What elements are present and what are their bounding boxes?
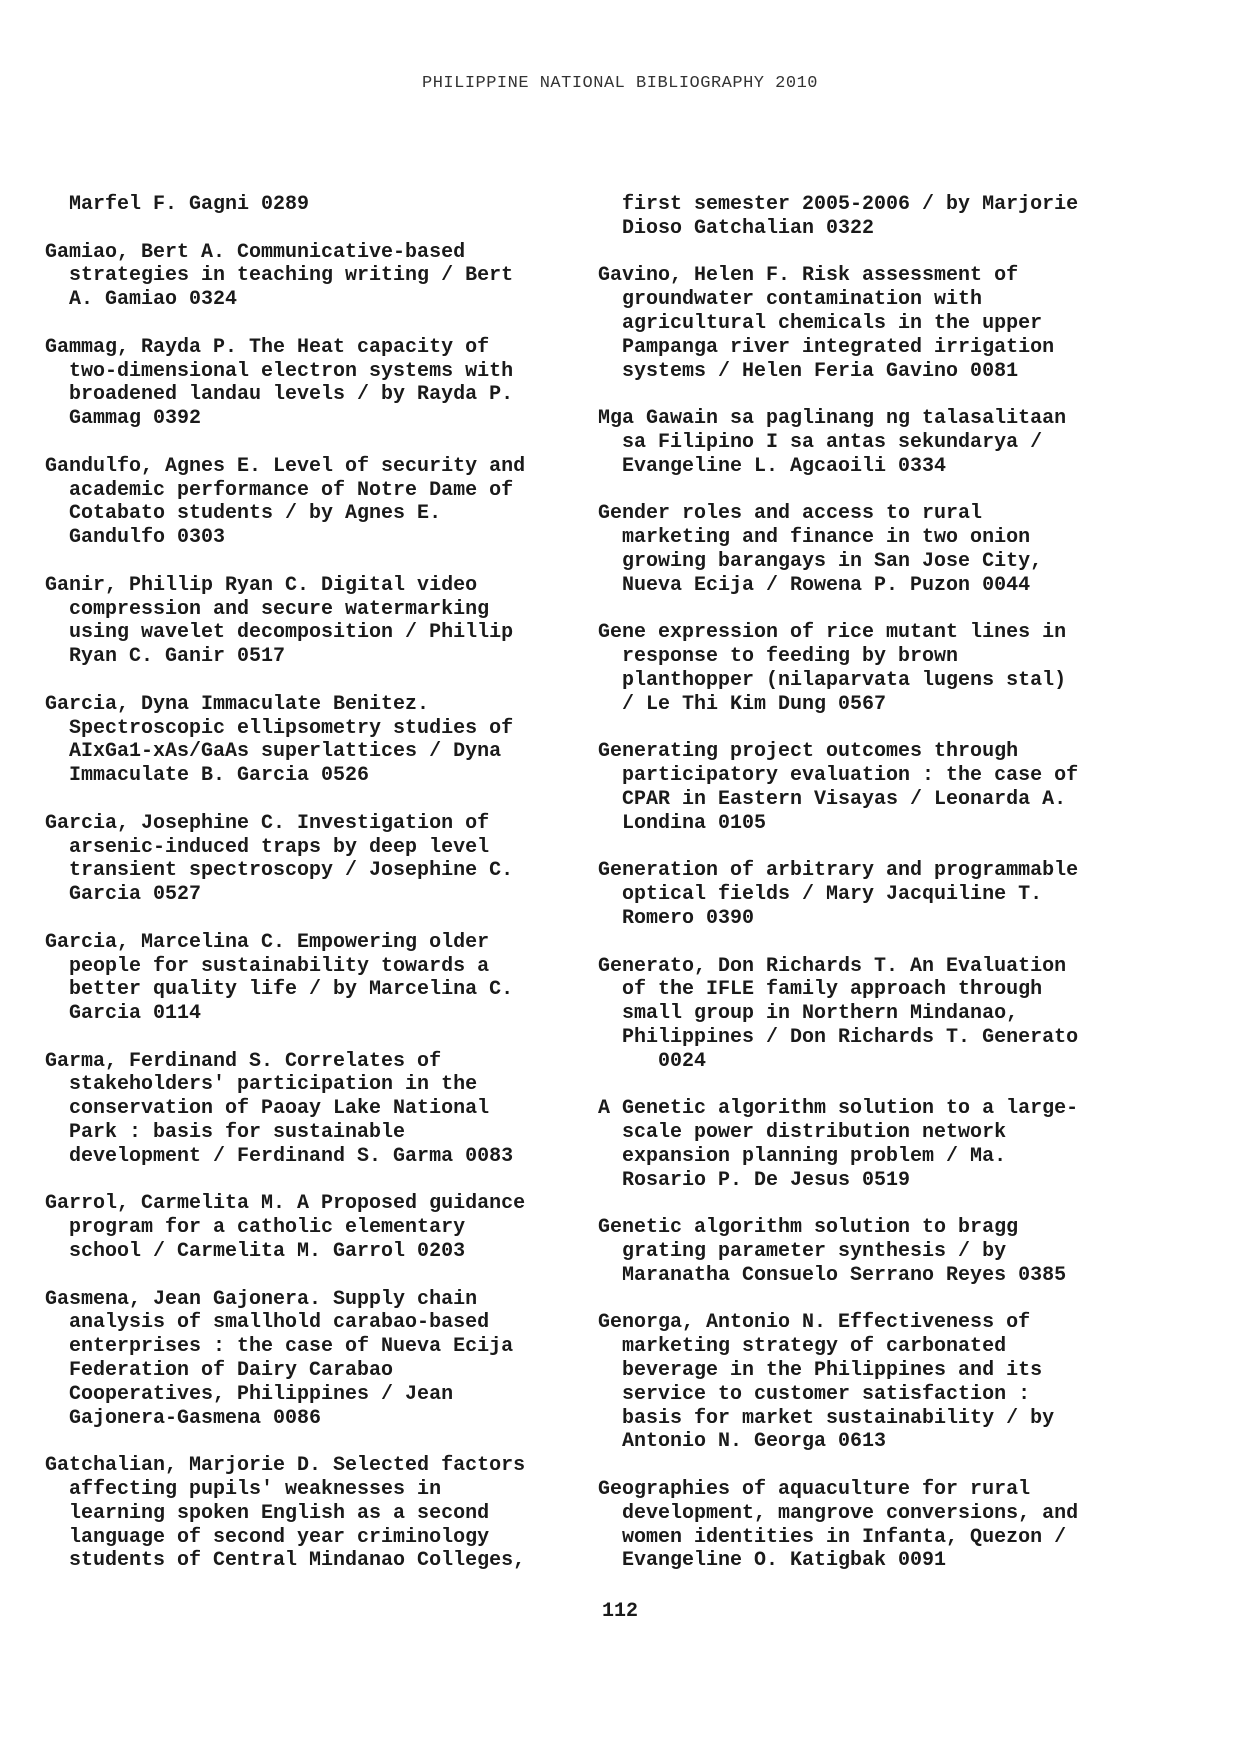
bibliography-entry: Gender roles and access to rural marketing and finance in two onion growing barangays in San Jose City, Nueva Ecija / Rowena P. Puzon 0044	[598, 502, 1043, 597]
bibliography-entry: Gene expression of rice mutant lines in response to feeding by brown planthopper (nilaparvata lugens stal) / Le Thi Kim Dung 0567	[598, 621, 1067, 716]
bibliography-entry: first semester 2005-2006 / by Marjorie Dioso Gatchalian 0322	[622, 193, 1079, 240]
page-number: 112	[601, 1600, 638, 1623]
bibliography-entry: Gamiao, Bert A. Communicative-based strategies in teaching writing / Bert A. Gamiao 0324	[45, 240, 514, 312]
bibliography-entry: Gandulfo, Agnes E. Level of security and academic performance of Notre Dame of Cotabato students / by Agnes E. Gandulfo 0303	[45, 454, 526, 550]
bibliography-entry: Generation of arbitrary and programmable optical fields / Mary Jacquiline T. Romero 0390	[598, 859, 1079, 930]
bibliography-entry: Garma, Ferdinand S. Correlates of stakeholders' participation in the conservation of Paoay Lake National Park : basis for sustainable development / Ferdinand S. Garma 0083	[45, 1049, 514, 1168]
right-column	[598, 193, 1158, 1597]
left-column	[45, 193, 605, 1597]
bibliography-entry: Geographies of aquaculture for rural development, mangrove conversions, and women identities in Infanta, Quezon / Evangeline O. Katigbak 0091	[598, 1478, 1079, 1573]
bibliography-entry: Gatchalian, Marjorie D. Selected factors affecting pupils' weaknesses in learning spoken English as a second language of second year criminology students of Central Mindanao Colleges,	[45, 1454, 526, 1573]
bibliography-entry: Genetic algorithm solution to bragg grating parameter synthesis / by Maranatha Consuelo Serrano Reyes 0385	[598, 1216, 1067, 1287]
bibliography-entry: Mga Gawain sa paglinang ng talasalitaan sa Filipino I sa antas sekundarya / Evangeline L. Agcaoili 0334	[598, 407, 1067, 478]
bibliography-entry: Genorga, Antonio N. Effectiveness of marketing strategy of carbonated beverage in the Philippines and its service to customer satisfaction : basis for market sustainability / by Antonio N. Georga 0613	[598, 1311, 1055, 1454]
bibliography-entry: Garcia, Josephine C. Investigation of arsenic-induced traps by deep level transient spectroscopy / Josephine C. Garcia 0527	[45, 811, 514, 907]
bibliography-entry: Garcia, Marcelina C. Empowering older people for sustainability towards a better quality life / by Marcelina C. Garcia 0114	[45, 930, 514, 1026]
bibliography-entry: Gavino, Helen F. Risk assessment of groundwater contamination with agricultural chemicals in the upper Pampanga river integrated irrigation systems / Helen Feria Gavino 0081	[598, 264, 1055, 383]
running-header: PHILIPPINE NATIONAL BIBLIOGRAPHY 2010	[422, 74, 818, 93]
bibliography-entry: Ganir, Phillip Ryan C. Digital video compression and secure watermarking using wavelet decomposition / Phillip Ryan C. Ganir 0517	[45, 573, 514, 669]
bibliography-entry: Gasmena, Jean Gajonera. Supply chain analysis of smallhold carabao-based enterprises : the case of Nueva Ecija Federation of Dairy Carabao Cooperatives, Philippines / Jean Gajonera-Gasmena 0086	[45, 1287, 514, 1430]
bibliography-entry: Gammag, Rayda P. The Heat capacity of two-dimensional electron systems with broadened landau levels / by Rayda P. Gammag 0392	[45, 335, 514, 431]
bibliography-entry: Generato, Don Richards T. An Evaluation of the IFLE family approach through small group in Northern Mindanao, Philippines / Don Richards T. Generato 0024	[598, 954, 1079, 1073]
bibliography-entry: A Genetic algorithm solution to a large- scale power distribution network expansion planning problem / Ma. Rosario P. De Jesus 0519	[598, 1097, 1079, 1192]
bibliography-entry: Marfel F. Gagni 0289	[45, 193, 310, 216]
bibliography-entry: Garrol, Carmelita M. A Proposed guidance program for a catholic elementary school / Carmelita M. Garrol 0203	[45, 1192, 526, 1264]
bibliography-entry: Generating project outcomes through participatory evaluation : the case of CPAR in Eastern Visayas / Leonarda A. Londina 0105	[598, 740, 1079, 835]
bibliography-entry: Garcia, Dyna Immaculate Benitez. Spectroscopic ellipsometry studies of AIxGa1-xAs/GaAs superlattices / Dyna Immaculate B. Garcia 0526	[45, 692, 514, 788]
